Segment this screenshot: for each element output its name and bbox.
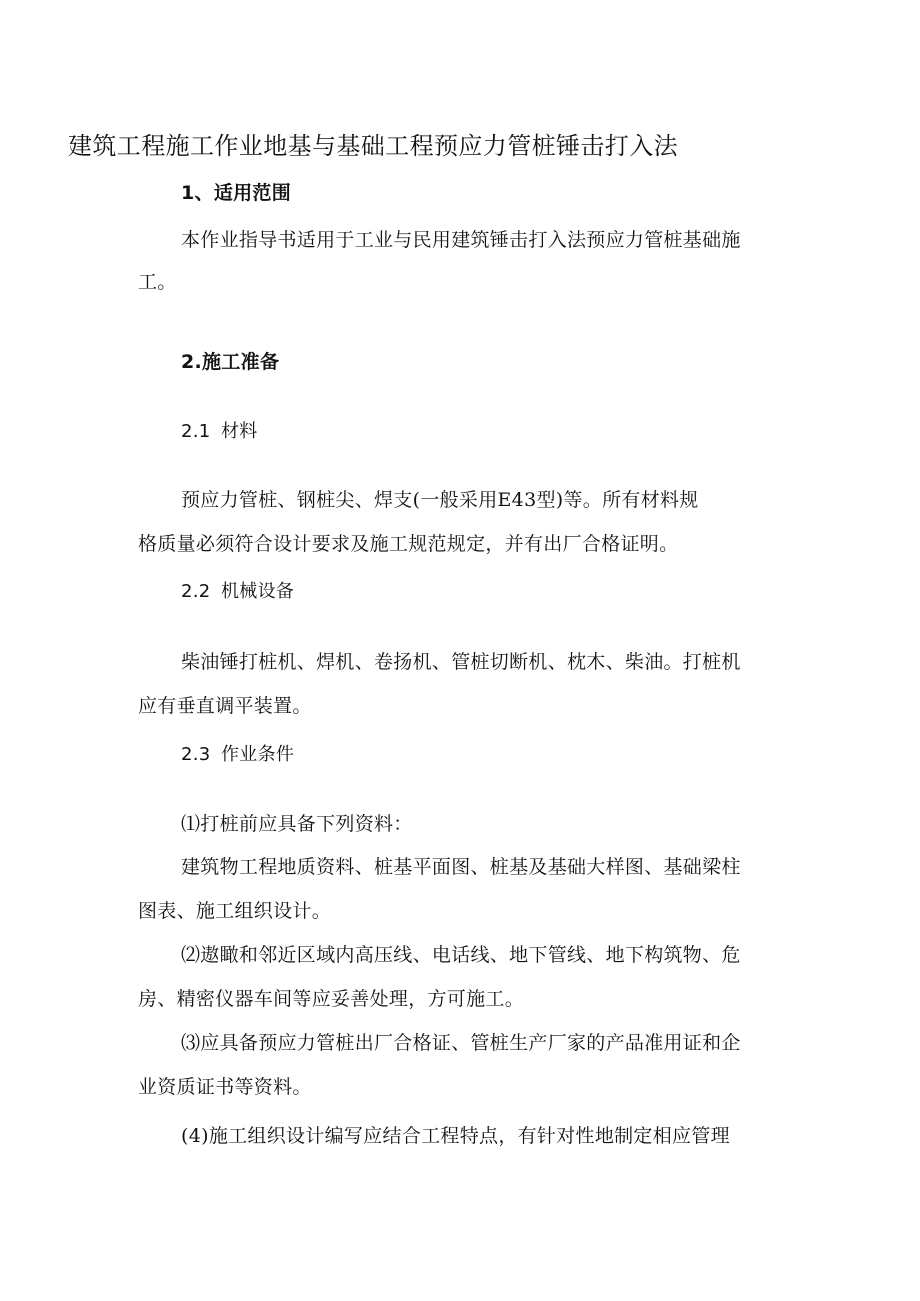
condition-item-1-line-1: ⑴打桩前应具备下列资料： [181, 813, 413, 835]
subsection-2-2-heading [181, 580, 294, 604]
subsection-2-1-title: 材料 [221, 421, 258, 442]
subsection-2-3-number: 2.3 [181, 744, 211, 765]
subsection-2-2-paragraph-line-1: 柴油锤打桩机、焊机、卷扬机、管桩切断机、枕木、柴油。打桩机 [181, 651, 741, 673]
condition-item-3-line-2: 业资质证书等资料。 [138, 1076, 312, 1098]
condition-item-2-line-1: ⑵遨瞰和邻近区域内高压线、电话线、地下管线、地下构筑物、危 [181, 944, 741, 966]
subsection-2-2-number: 2.2 [181, 581, 211, 602]
subsection-2-3-heading [181, 743, 294, 767]
subsection-2-1-number: 2.1 [181, 421, 211, 442]
document-title: 建筑工程施工作业地基与基础工程预应力管桩锤击打入法 [68, 132, 678, 160]
condition-item-3-line-1: ⑶应具备预应力管桩出厂合格证、管桩生产厂家的产品准用证和企 [181, 1032, 741, 1054]
section-2-heading: 2.施工准备 [181, 351, 280, 373]
condition-item-4-line-1: (4)施工组织设计编写应结合工程特点，有针对性地制定相应管理 [181, 1125, 730, 1147]
condition-item-1-line-2: 建筑物工程地质资料、桩基平面图、桩基及基础大样图、基础梁柱 [181, 856, 741, 878]
subsection-2-3-title: 作业条件 [221, 744, 295, 765]
subsection-2-1-paragraph-line-1: 预应力管桩、钢桩尖、焊支(一般采用E43型)等。所有材料规 [181, 489, 699, 511]
condition-item-2-line-2: 房、精密仪器车间等应妥善处理，方可施工。 [138, 988, 525, 1010]
condition-item-1-line-3: 图表、施工组织设计。 [138, 900, 332, 922]
subsection-2-2-title: 机械设备 [221, 581, 295, 602]
subsection-2-2-paragraph-line-2: 应有垂直调平装置。 [138, 695, 312, 717]
subsection-2-1-heading [181, 420, 258, 444]
subsection-2-1-paragraph-line-2: 格质量必须符合设计要求及施工规范规定，并有出厂合格证明。 [138, 533, 679, 555]
section-1-paragraph-line-2: 工。 [138, 271, 177, 293]
section-1-paragraph-line-1: 本作业指导书适用于工业与民用建筑锤击打入法预应力管桩基础施 [181, 229, 741, 251]
section-1-heading: 1、适用范围 [181, 182, 292, 204]
